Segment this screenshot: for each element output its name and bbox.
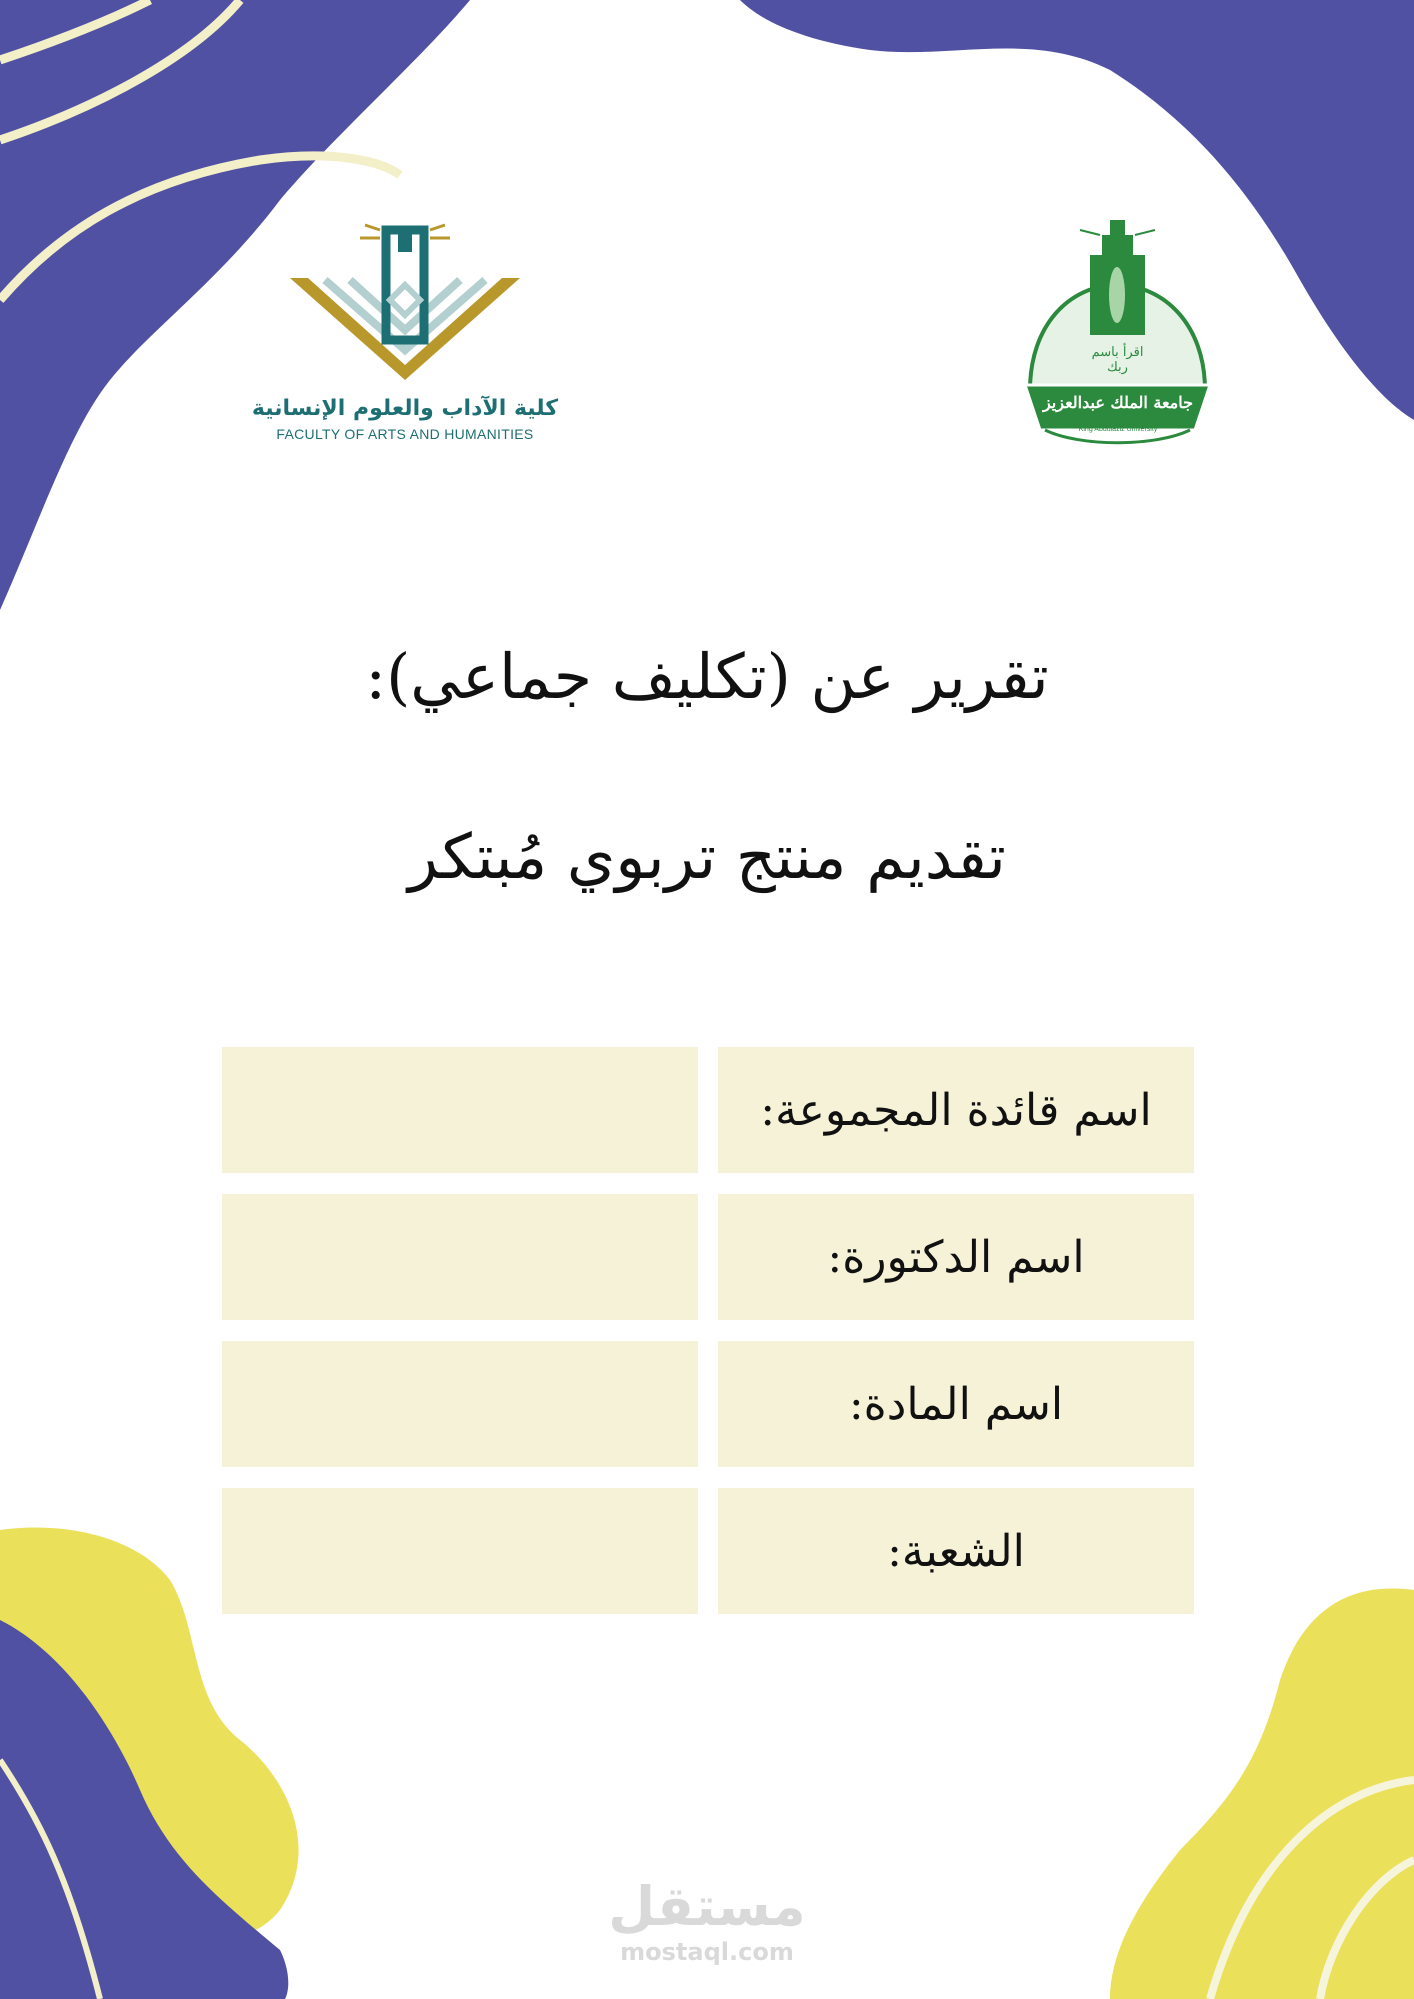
value-box-subject (222, 1341, 698, 1467)
report-subtitle: تقديم منتج تربوي مُبتكر (408, 820, 1006, 893)
info-table (222, 1047, 1194, 1614)
university-logo (1020, 215, 1215, 450)
university-emblem-icon (1020, 215, 1215, 450)
report-title: تقرير عن (تكليف جماعي): (365, 640, 1049, 713)
faculty-logo (250, 220, 560, 450)
faculty-name-arabic: كلية الآداب والعلوم الإنسانية (251, 396, 559, 421)
watermark (560, 1875, 854, 1966)
label-subject: اسم المادة: (848, 1378, 1064, 1430)
label-group-leader: اسم قائدة المجموعة: (760, 1084, 1152, 1136)
value-box-group-leader (222, 1047, 698, 1173)
value-box-doctor (222, 1194, 698, 1320)
label-cell-subject (718, 1341, 1194, 1467)
watermark-english: mostaql.com (620, 1938, 794, 1966)
label-cell-doctor (718, 1194, 1194, 1320)
faculty-emblem-icon (280, 220, 530, 390)
watermark-arabic: مستقل (608, 1875, 806, 1938)
label-section: الشعبة: (887, 1525, 1025, 1577)
university-name-arabic: جامعة الملك عبدالعزيز (1042, 393, 1194, 412)
label-doctor: اسم الدكتورة: (827, 1231, 1085, 1283)
label-cell-section (718, 1488, 1194, 1614)
value-box-section (222, 1488, 698, 1614)
faculty-name-english: FACULTY OF ARTS AND HUMANITIES (276, 426, 534, 442)
university-motto: اقرأ باسم ربك (1091, 345, 1144, 375)
label-cell-group-leader (718, 1047, 1194, 1173)
university-name-english: King Abdulaziz University (1078, 426, 1158, 433)
